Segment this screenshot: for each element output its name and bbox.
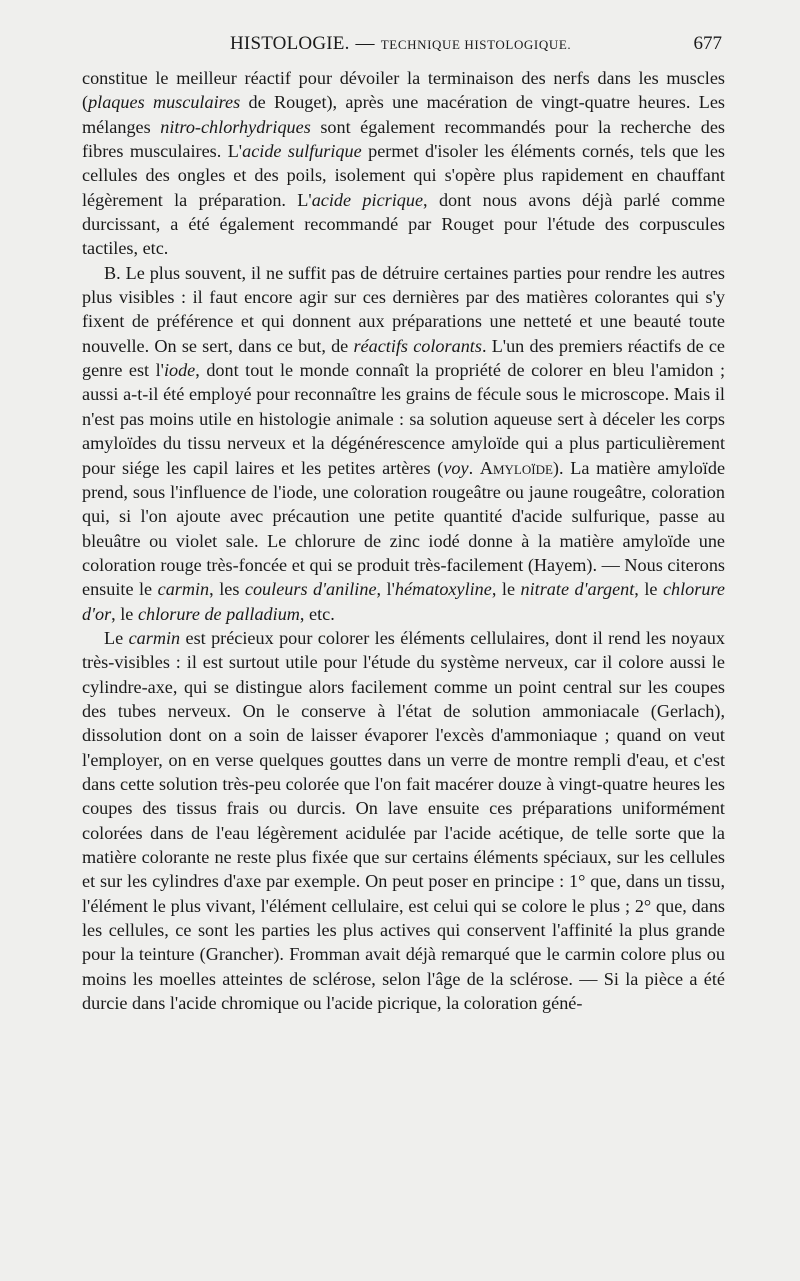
italic-term: plaques musculaires [88, 92, 241, 113]
text-run: constitue le meilleur réactif pour dévoiler la terminaison des nerfs dans les muscles ( [82, 68, 725, 113]
text-run: , dont nous avons déjà parlé comme durcissant, a été également recommandé par Rouget pour l'étude des corpuscules tactiles, etc. [82, 189, 725, 259]
text-run: permet d'isoler les éléments cornés, tels que les cellules des ongles et des poils, isolement qui s'opère plus rapidement en chauffant légèrement la préparation. L' [82, 141, 726, 210]
italic-term: réactifs colorants [353, 335, 482, 356]
text-run: , le [634, 579, 663, 600]
italic-term: acide sulfurique [242, 141, 362, 162]
text-run: . [468, 457, 480, 478]
italic-term: couleurs d'aniline [244, 579, 377, 600]
italic-term: acide picrique [311, 189, 424, 210]
text-run: , l' [376, 579, 395, 600]
text-run: sont également recommandés pour la recherche des fibres musculaires. L' [82, 116, 726, 162]
italic-term: chlorure d'or [82, 579, 725, 624]
italic-term: chlorure de palladium [137, 603, 300, 624]
text-run: , les [209, 579, 245, 600]
text-run: , dont tout le monde connaît la propriété de colorer en bleu l'amidon ; aussi a-t-il été employé pour reconnaître les grains de fécule sous le microscope. Mais il n'est pas moins utile en histologie animale : sa solution aqueuse sert à déceler les corps amyloïdes du tissu nerveux et la dégénérescence amyloïde qui a plus particulièrement pour siége les capil laires et les petites artères ( [82, 360, 725, 478]
italic-term: carmin [128, 627, 181, 648]
italic-term: carmin [157, 579, 210, 600]
text-run: , le [111, 603, 138, 624]
paragraph [82, 626, 725, 1016]
paragraph [82, 261, 725, 626]
text-run: . L'un des premiers réactifs de ce genre est l' [82, 335, 726, 381]
text-run: est précieux pour colorer les éléments cellulaires, dont il rend les noyaux très-visibles : il est surtout utile pour l'étude du système nerveux, car il colore aussi le cylindre-axe, qui se distingue alors facilement comme un point central sur les coupes des tubes nerveux. On le conserve à l'état de solution ammoniacale (Gerlach), dissolution dont on a soin de laisser évaporer l'excès d'ammoniaque ; quand on veut l'employer, on en verse quelques gouttes dans un verre de montre rempli d'eau, et c'est dans cette solution très-peu colorée que l'on fait macérer douze à vingt-quatre heures les coupes des tissus frais ou durcis. On lave ensuite ces préparations uniformément colorées dans de l'eau légèrement acidulée par l'acide acétique, de telle sorte que la matière colorante ne reste plus fixée que sur certains éléments spéciaux, sur les cellules et sur les cylindres d'axe par exemple. On peut poser en principe : 1° que, dans un tissu, l'élément le plus vivant, l'élément cellulaire, est celui qui se colore le plus ; 2° que, dans les cellules, ce sont les parties les plus actives qui conservent l'affinité la plus grande pour la teinture (Grancher). Fromman avait déjà remarqué que le carmin colore plus ou moins les moelles atteintes de sclérose, selon l'âge de la sclérose. — Si la pièce a été durcie dans l'acide chromique ou l'acide picrique, la coloration géné- [82, 627, 725, 1014]
text-run: de Rouget), après une macération de vingt-quatre heures. Les mélanges [82, 92, 725, 137]
running-title-sub: TECHNIQUE HISTOLOGIQUE. [380, 37, 572, 52]
text-run: ). La matière amyloïde prend, sous l'influence de l'iode, une coloration rougeâtre ou jaune rougeâtre, coloration qui, si l'on ajoute avec précaution une petite quantité d'acide sulfurique, passe au bleuâtre ou violet sale. Le chlorure de zinc iodé donne à la matière amyloïde une coloration rouge très-foncée et qui se produit très-facilement (Hayem). — Nous citerons ensuite le [82, 457, 726, 600]
italic-term: voy [443, 457, 469, 478]
running-title-main: HISTOLOGIE. [230, 33, 350, 54]
running-title-separator: — [355, 33, 375, 54]
text-run: B. Le plus souvent, il ne suffit pas de détruire certaines parties pour rendre les autres plus visibles : il faut encore agir sur ces dernières par des matières colorantes qui s'y fixent de préférence et qui donnent aux préparations une netteté et une beauté toute nouvelle. On se sert, dans ce but, de [82, 262, 725, 356]
text-run: , le [491, 579, 521, 600]
running-title [230, 33, 571, 55]
running-header [82, 33, 722, 59]
page-number: 677 [693, 33, 722, 54]
text-run: Le [104, 627, 129, 648]
text-run: , etc. [299, 603, 335, 624]
small-caps-term: Amyloïde [479, 457, 553, 478]
italic-term: iode [163, 360, 196, 381]
italic-term: nitrate d'argent [520, 579, 635, 600]
italic-term: nitro-chlorhydriques [160, 116, 311, 137]
paragraph [82, 66, 725, 261]
body-text [82, 66, 725, 1015]
italic-term: hématoxyline [394, 579, 492, 600]
